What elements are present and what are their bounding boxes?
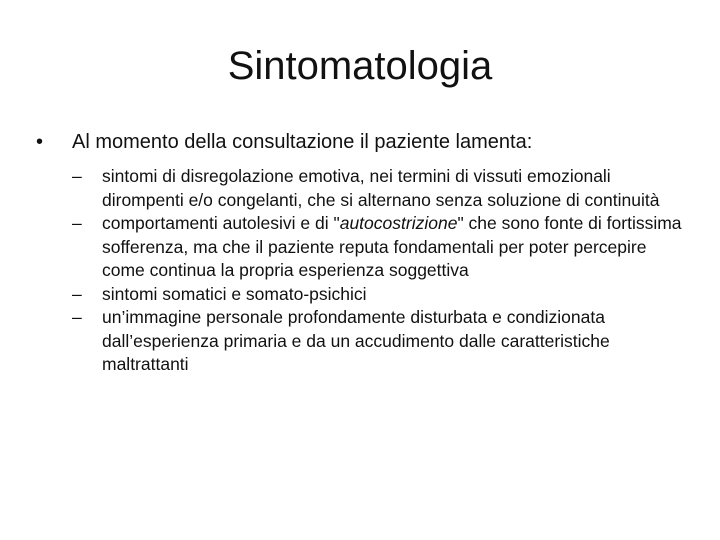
main-bullet <box>36 127 696 157</box>
main-bullet-text: Al momento della consultazione il paziente lamenta: <box>72 131 533 153</box>
sub-bullet-text: un’immagine personale profondamente disturbata e condizionata dall’esperienza primaria e da un accudimento dalle caratteristiche maltrattanti <box>102 307 610 374</box>
sub-bullet-text-start: comportamenti autolesivi e di " <box>102 213 340 233</box>
italic-term: autocostrizione <box>339 213 458 233</box>
sub-bullet-text: sintomi di disregolazione emotiva, nei termini di vissuti emozionali dirompenti e/o congelanti, che si alternano senza soluzione di continuità <box>102 166 660 210</box>
sub-bullet-item <box>72 283 692 307</box>
dash-marker: – <box>72 283 82 304</box>
sub-bullet-list <box>72 165 692 377</box>
sub-bullet-text <box>102 212 692 283</box>
bullet-marker: • <box>36 131 44 153</box>
dash-marker: – <box>72 213 82 233</box>
sub-bullet-item <box>72 212 692 283</box>
sub-bullet-item <box>72 165 692 212</box>
dash-marker: – <box>72 166 82 186</box>
sub-bullet-item <box>72 306 692 377</box>
slide-title: Sintomatologia <box>227 44 493 88</box>
sub-bullet-text: sintomi somatici e somato-psichici <box>102 283 367 304</box>
dash-marker: – <box>72 307 82 327</box>
sub-bullet-text-end: " che sono fonte di fortissima sofferenza, ma che il paziente reputa fondamentali per poter percepire come continua la propria esperienza soggettiva <box>102 213 682 280</box>
